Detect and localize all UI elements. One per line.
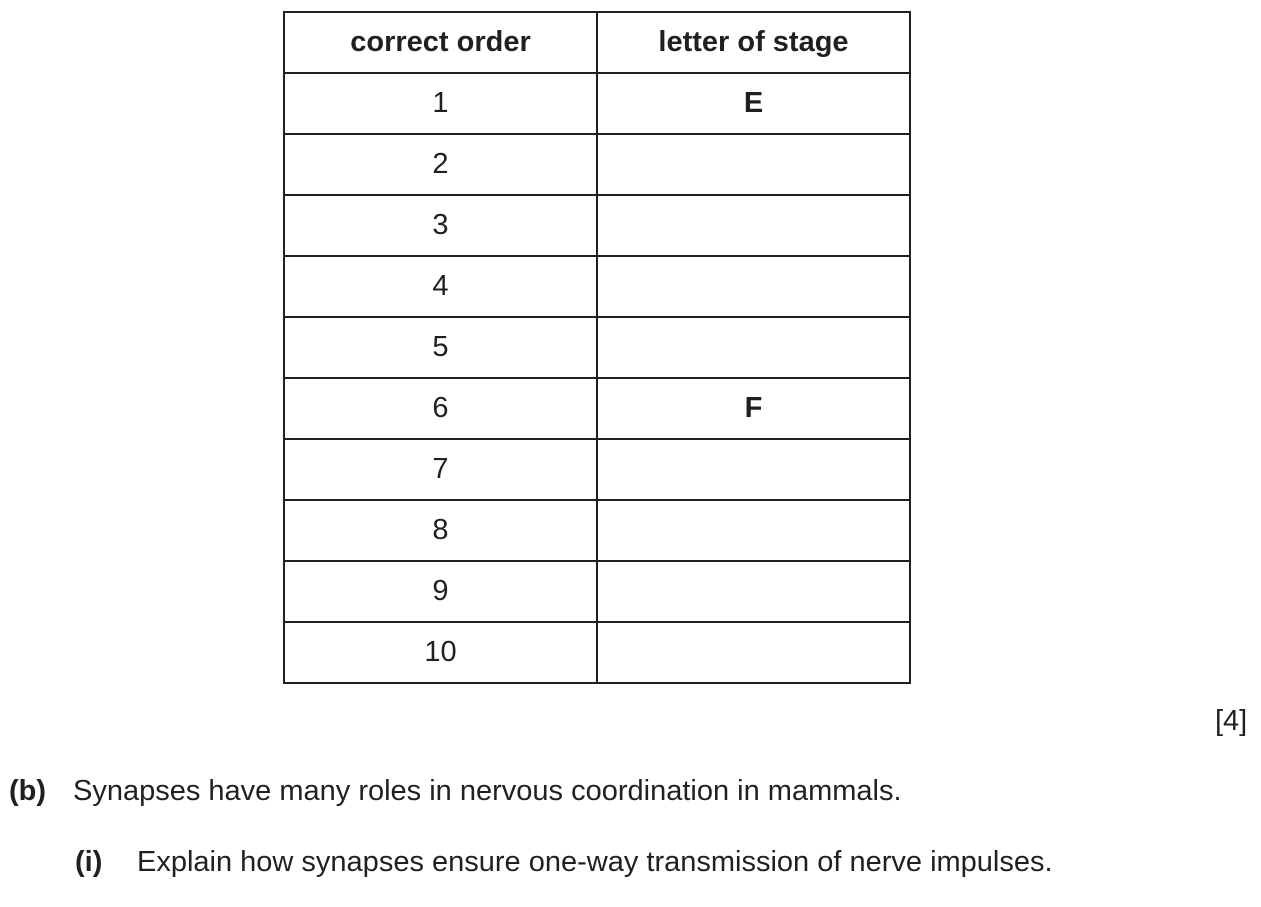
order-cell: 8: [284, 500, 597, 561]
stage-answer-cell[interactable]: [597, 134, 910, 195]
order-cell: 10: [284, 622, 597, 683]
table-row: [284, 378, 910, 439]
table-header-row: [284, 12, 910, 73]
order-cell: 2: [284, 134, 597, 195]
order-cell: 9: [284, 561, 597, 622]
question-part-b: [9, 775, 902, 808]
order-cell: 6: [284, 378, 597, 439]
stage-answer-cell[interactable]: [597, 256, 910, 317]
header-correct-order: correct order: [284, 12, 597, 73]
order-cell: 1: [284, 73, 597, 134]
stage-answer-cell[interactable]: [597, 622, 910, 683]
order-cell: 4: [284, 256, 597, 317]
order-cell: 3: [284, 195, 597, 256]
table-row: [284, 317, 910, 378]
table-row: [284, 195, 910, 256]
part-b-text: Synapses have many roles in nervous coordination in mammals.: [73, 775, 902, 807]
table-row: [284, 134, 910, 195]
part-i-text: Explain how synapses ensure one-way transmission of nerve impulses.: [137, 846, 1053, 878]
marks-allocation: [4]: [1215, 705, 1248, 737]
order-cell: 7: [284, 439, 597, 500]
stage-answer-cell[interactable]: [597, 439, 910, 500]
question-part-i: [75, 846, 1053, 879]
stage-answer-cell[interactable]: [597, 195, 910, 256]
stage-answer-cell[interactable]: [597, 561, 910, 622]
stage-cell: E: [597, 73, 910, 134]
table-row: [284, 622, 910, 683]
part-i-label: (i): [75, 846, 103, 878]
header-letter-of-stage: letter of stage: [597, 12, 910, 73]
table-row: [284, 439, 910, 500]
table-row: [284, 500, 910, 561]
stage-answer-cell[interactable]: [597, 317, 910, 378]
stage-order-table: [283, 11, 911, 684]
part-b-label: (b): [9, 775, 47, 807]
table-row: [284, 73, 910, 134]
table-row: [284, 561, 910, 622]
order-cell: 5: [284, 317, 597, 378]
stage-answer-cell[interactable]: [597, 500, 910, 561]
stage-cell: F: [597, 378, 910, 439]
table-row: [284, 256, 910, 317]
